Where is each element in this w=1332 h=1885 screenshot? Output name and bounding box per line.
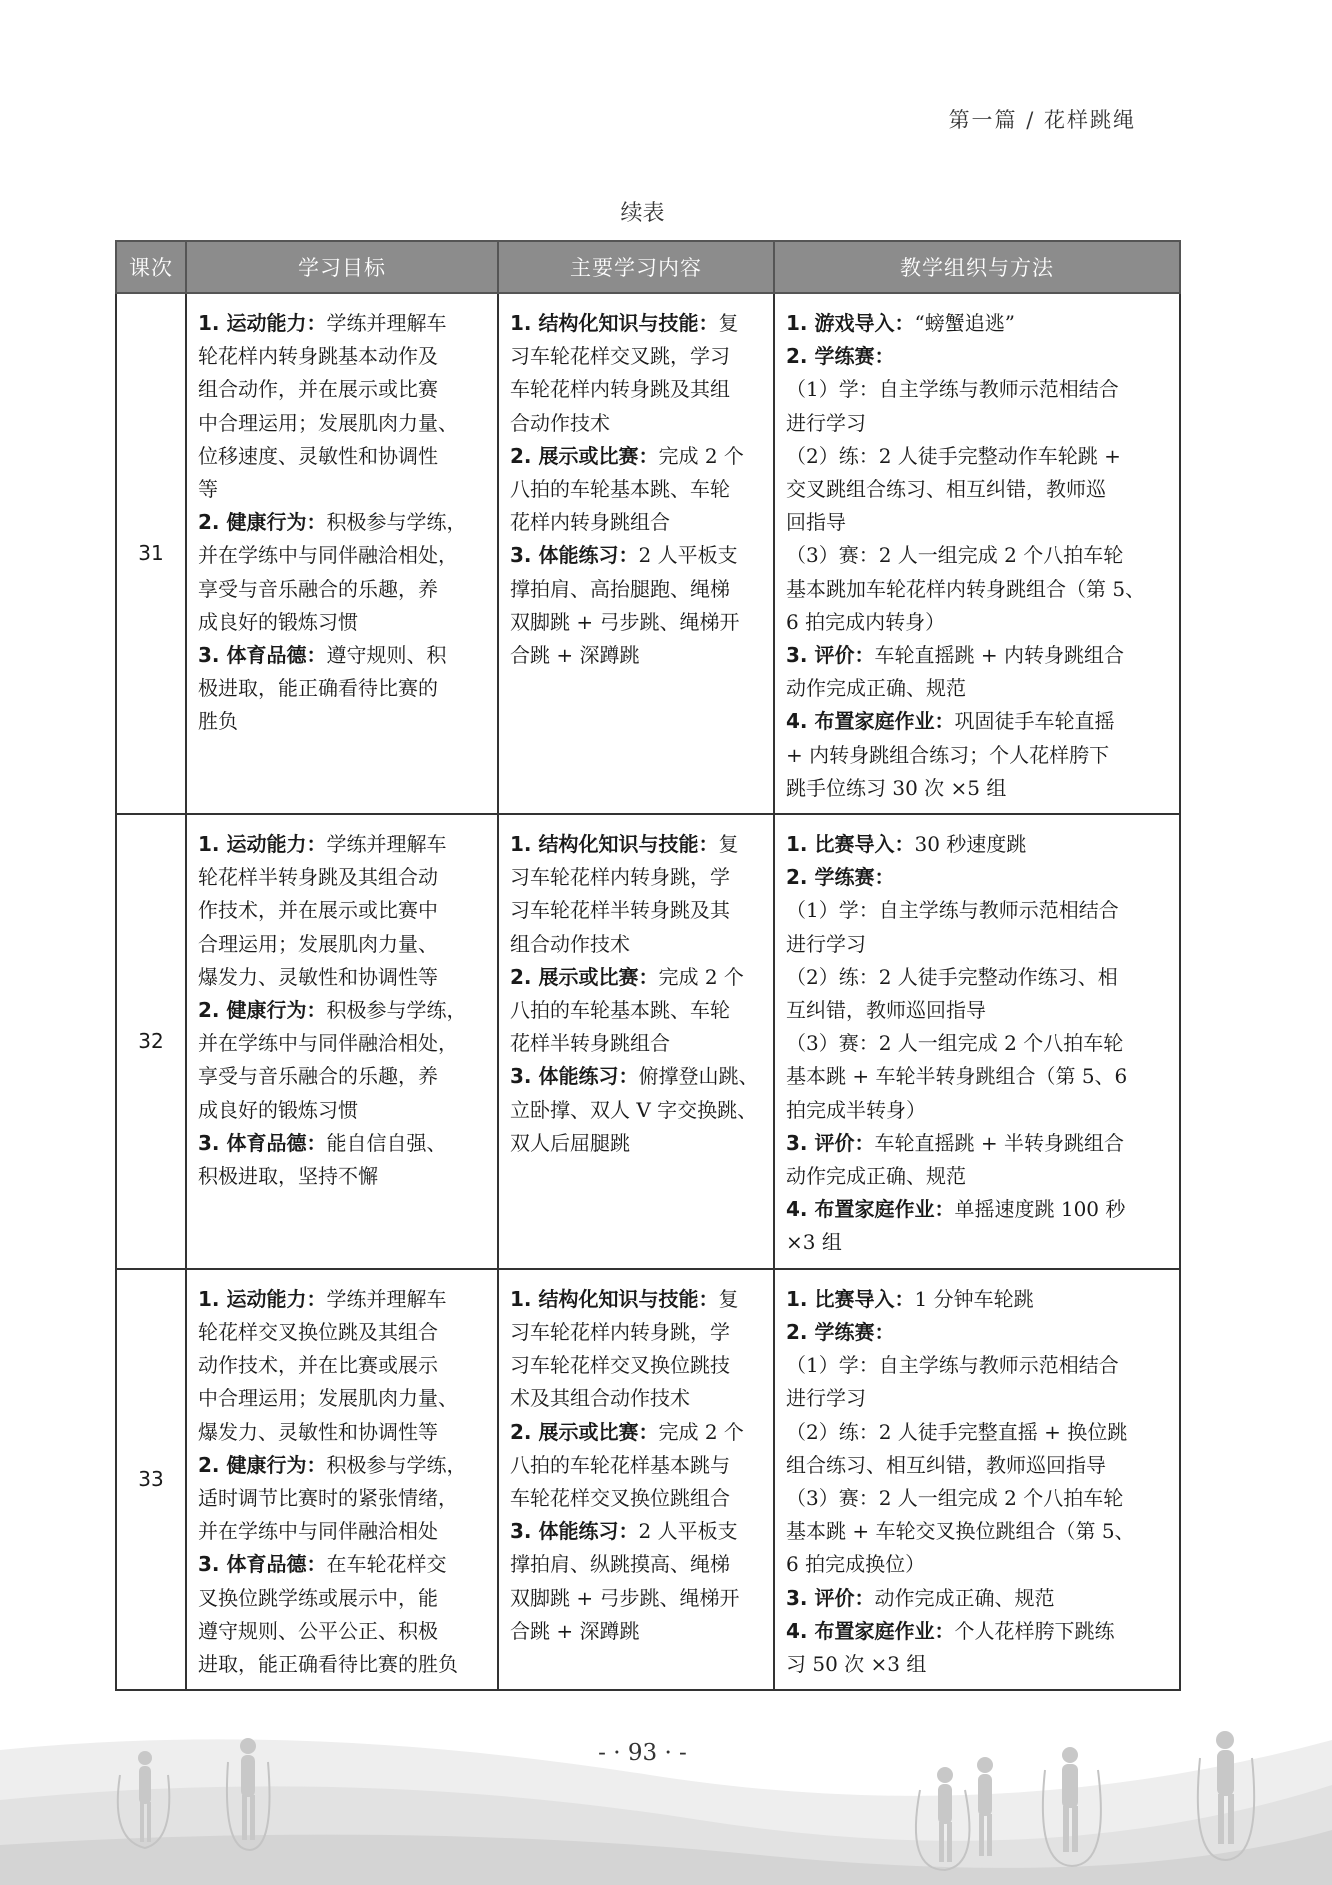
item-text: 进行学习	[786, 410, 866, 435]
item-text: 遵守规则、公平公正、积极	[198, 1618, 438, 1643]
item-label: 3. 体能练习：	[510, 1519, 639, 1544]
cell-line	[198, 1416, 489, 1449]
cell-line	[510, 928, 765, 961]
cell-line	[198, 1515, 489, 1548]
running-head: 第一篇 / 花样跳绳	[948, 108, 1136, 132]
item-label: 4. 布置家庭作业：	[786, 1618, 955, 1643]
item-text: 拍完成半转身）	[786, 1097, 926, 1122]
item-text: 完成 2 个	[658, 964, 744, 989]
item-text: 轮花样半转身跳及其组合动	[198, 865, 438, 890]
objectives-cell	[186, 1269, 498, 1690]
cell-line	[510, 1127, 765, 1160]
cell-line	[786, 539, 1171, 572]
item-label: 1. 比赛导入：	[786, 832, 915, 857]
item-text: 八拍的车轮基本跳、车轮	[510, 998, 730, 1023]
cell-line	[510, 828, 765, 861]
cell-line	[510, 1515, 765, 1548]
item-text: 作技术，并在展示或比赛中	[198, 898, 438, 923]
item-label: 3. 体育品德：	[198, 643, 327, 668]
cell-line	[198, 1349, 489, 1382]
item-label: 3. 体能练习：	[510, 543, 639, 568]
cell-line	[198, 1382, 489, 1415]
table-caption: 续表	[620, 201, 665, 226]
header-objectives: 学习目标	[186, 241, 498, 293]
item-text: 位移速度、灵敏性和协调性	[198, 443, 438, 468]
cell-line	[198, 672, 489, 705]
item-text: 习车轮花样半转身跳及其	[510, 898, 730, 923]
item-text: 合动作技术	[510, 410, 610, 435]
cell-line	[198, 1449, 489, 1482]
methods-cell	[774, 814, 1180, 1269]
cell-line	[786, 1449, 1171, 1482]
item-label: 4. 布置家庭作业：	[786, 1197, 955, 1222]
item-label: 2. 学练赛：	[786, 865, 895, 890]
cell-line	[786, 1582, 1171, 1615]
cell-line	[198, 473, 489, 506]
cell-line	[510, 1482, 765, 1515]
item-text: 并在学练中与同伴融洽相处，	[198, 543, 458, 568]
cell-line	[786, 1094, 1171, 1127]
item-text: 双脚跳 + 弓步跳、绳梯开	[510, 609, 740, 634]
cell-line	[510, 373, 765, 406]
cell-line	[510, 1060, 765, 1093]
item-text: 车轮直摇跳 + 半转身跳组合	[874, 1130, 1124, 1155]
item-text: 回指导	[786, 510, 846, 535]
cell-line	[510, 506, 765, 539]
item-text: 动作完成正确、规范	[786, 676, 966, 701]
cell-line	[786, 772, 1171, 805]
item-text: 双脚跳 + 弓步跳、绳梯开	[510, 1585, 740, 1610]
item-text: 互纠错，教师巡回指导	[786, 998, 986, 1023]
item-text: 车轮花样交叉换位跳组合	[510, 1485, 730, 1510]
cell-line	[198, 1094, 489, 1127]
cell-line	[786, 307, 1171, 340]
lesson-number: 32	[116, 814, 186, 1269]
cell-line	[786, 705, 1171, 738]
cell-line	[510, 1349, 765, 1382]
cell-line	[510, 1449, 765, 1482]
cell-line	[786, 1160, 1171, 1193]
item-text: 花样内转身跳组合	[510, 510, 670, 535]
cell-line	[198, 1127, 489, 1160]
item-text: 极进取，能正确看待比赛的	[198, 676, 438, 701]
item-text: 基本跳 + 车轮半转身跳组合（第 5、6	[786, 1064, 1128, 1089]
item-label: 3. 评价：	[786, 1130, 875, 1155]
item-text: 学练并理解车	[326, 1286, 447, 1311]
item-text: 习车轮花样内转身跳，学	[510, 865, 730, 890]
item-text: 遵守规则、积	[326, 643, 447, 668]
objectives-cell	[186, 293, 498, 814]
table-row	[116, 814, 1180, 1269]
cell-line	[786, 1382, 1171, 1415]
cell-line	[198, 373, 489, 406]
item-text: 并在学练中与同伴融洽相处，	[198, 1031, 458, 1056]
cell-line	[786, 473, 1171, 506]
item-text: 积极参与学练，	[326, 1452, 467, 1477]
cell-line	[198, 861, 489, 894]
item-text: 双人后屈腿跳	[510, 1130, 630, 1155]
cell-line	[786, 1482, 1171, 1515]
cell-line	[786, 1515, 1171, 1548]
cell-line	[786, 928, 1171, 961]
item-text: 完成 2 个	[658, 1419, 744, 1444]
cell-line	[198, 994, 489, 1027]
cell-line	[198, 1548, 489, 1581]
item-label: 2. 健康行为：	[198, 510, 327, 535]
cell-line	[198, 705, 489, 738]
cell-line	[786, 1316, 1171, 1349]
cell-line	[510, 1316, 765, 1349]
item-label: 2. 学练赛：	[786, 1319, 895, 1344]
cell-line	[510, 1615, 765, 1648]
item-text: 爆发力、灵敏性和协调性等	[198, 1419, 438, 1444]
item-text: 动作技术，并在比赛或展示	[198, 1353, 438, 1378]
item-text: 能自信自强、	[326, 1130, 447, 1155]
cell-line	[786, 894, 1171, 927]
cell-line	[198, 340, 489, 373]
cell-line	[786, 739, 1171, 772]
cell-line	[510, 1382, 765, 1415]
item-text: （3）赛：2 人一组完成 2 个八拍车轮	[786, 1031, 1124, 1056]
item-text: 八拍的车轮基本跳、车轮	[510, 477, 730, 502]
item-text: 轮花样交叉换位跳及其组合	[198, 1319, 438, 1344]
item-label: 2. 展示或比赛：	[510, 1419, 659, 1444]
item-text: “螃蟹追逃”	[914, 311, 1015, 335]
item-text: 进行学习	[786, 931, 866, 956]
item-text: 30 秒速度跳	[914, 832, 1027, 857]
item-text: 成良好的锻炼习惯	[198, 1097, 358, 1122]
cell-line	[198, 606, 489, 639]
header-methods: 教学组织与方法	[774, 241, 1180, 293]
cell-line	[510, 473, 765, 506]
content-cell	[498, 1269, 774, 1690]
item-text: 组合动作，并在展示或比赛	[198, 377, 438, 402]
item-label: 1. 运动能力：	[198, 311, 327, 335]
cell-line	[786, 672, 1171, 705]
lesson-plan-table	[115, 240, 1181, 1691]
item-label: 2. 展示或比赛：	[510, 964, 659, 989]
item-text: 适时调节比赛时的紧张情绪，	[198, 1485, 458, 1510]
item-label: 3. 评价：	[786, 643, 875, 668]
cell-line	[786, 606, 1171, 639]
item-text: 轮花样内转身跳基本动作及	[198, 344, 438, 369]
cell-line	[786, 1615, 1171, 1648]
methods-cell	[774, 293, 1180, 814]
item-label: 1. 结构化知识与技能：	[510, 1286, 719, 1311]
item-text: （1）学：自主学练与教师示范相结合	[786, 1353, 1119, 1378]
cell-line	[510, 573, 765, 606]
content-cell	[498, 814, 774, 1269]
cell-line	[198, 828, 489, 861]
item-label: 1. 结构化知识与技能：	[510, 311, 719, 335]
cell-line	[786, 1548, 1171, 1581]
cell-line	[786, 1193, 1171, 1226]
cell-line	[198, 1482, 489, 1515]
item-text: 复	[718, 832, 739, 857]
item-text: 合理运用；发展肌肉力量、	[198, 931, 438, 956]
decorative-jump-rope-silhouettes	[0, 1680, 1332, 1885]
cell-line	[198, 1027, 489, 1060]
item-text: 习 50 次 ×3 组	[786, 1651, 927, 1676]
item-text: 享受与音乐融合的乐趣，养	[198, 576, 438, 601]
lesson-number: 31	[116, 293, 186, 814]
item-text: 车轮直摇跳 + 内转身跳组合	[874, 643, 1124, 668]
item-text: 复	[718, 1286, 739, 1311]
lesson-number: 33	[116, 1269, 186, 1690]
item-label: 1. 比赛导入：	[786, 1286, 915, 1311]
item-text: 积极参与学练，	[326, 998, 467, 1023]
item-text: 进取，能正确看待比赛的胜负	[198, 1651, 458, 1676]
item-text: 动作完成正确、规范	[786, 1164, 966, 1189]
item-text: 积极进取，坚持不懈	[198, 1164, 378, 1189]
cell-line	[198, 1283, 489, 1316]
cell-line	[510, 407, 765, 440]
cell-line	[510, 1283, 765, 1316]
item-text: 习车轮花样内转身跳，学	[510, 1319, 730, 1344]
item-text: 学练并理解车	[326, 311, 447, 335]
item-text: 合跳 + 深蹲跳	[510, 1618, 640, 1643]
item-text: 中合理运用；发展肌肉力量、	[198, 1386, 458, 1411]
cell-line	[786, 506, 1171, 539]
cell-line	[198, 894, 489, 927]
cell-line	[786, 639, 1171, 672]
item-label: 2. 健康行为：	[198, 998, 327, 1023]
content-cell	[498, 293, 774, 814]
cell-line	[786, 1283, 1171, 1316]
cell-line	[510, 606, 765, 639]
cell-line	[786, 1416, 1171, 1449]
item-text: 完成 2 个	[658, 443, 744, 468]
item-text: 动作完成正确、规范	[874, 1585, 1055, 1610]
item-text: 花样半转身跳组合	[510, 1031, 670, 1056]
cell-line	[198, 506, 489, 539]
item-text: 车轮花样内转身跳及其组	[510, 377, 730, 402]
item-text: 俯撑登山跳、	[638, 1064, 759, 1089]
cell-line	[198, 1316, 489, 1349]
objectives-cell	[186, 814, 498, 1269]
item-text: 基本跳加车轮花样内转身跳组合（第 5、	[786, 576, 1146, 601]
cell-line	[510, 639, 765, 672]
cell-line	[510, 1548, 765, 1581]
cell-line	[786, 1027, 1171, 1060]
table-row	[116, 1269, 1180, 1690]
cell-line	[786, 373, 1171, 406]
item-text: 叉换位跳学练或展示中，能	[198, 1585, 438, 1610]
cell-line	[786, 994, 1171, 1027]
item-text: 等	[198, 477, 218, 502]
item-text: 基本跳 + 车轮交叉换位跳组合（第 5、	[786, 1519, 1135, 1544]
item-text: 立卧撑、双人 V 字交换跳、	[510, 1097, 758, 1122]
cell-line	[198, 928, 489, 961]
item-text: 习车轮花样交叉跳，学习	[510, 344, 730, 369]
item-text: （3）赛：2 人一组完成 2 个八拍车轮	[786, 1485, 1124, 1510]
cell-line	[786, 961, 1171, 994]
item-text: （3）赛：2 人一组完成 2 个八拍车轮	[786, 543, 1124, 568]
item-text: 交叉跳组合练习、相互纠错，教师巡	[786, 477, 1106, 502]
cell-line	[786, 1127, 1171, 1160]
cell-line	[198, 440, 489, 473]
cell-line	[510, 1582, 765, 1615]
table-header-row	[116, 241, 1180, 293]
cell-line	[510, 1094, 765, 1127]
item-text: 中合理运用；发展肌肉力量、	[198, 410, 458, 435]
item-text: 跳手位练习 30 次 ×5 组	[786, 775, 1007, 800]
cell-line	[198, 573, 489, 606]
cell-line	[786, 828, 1171, 861]
item-text: 6 拍完成换位）	[786, 1552, 926, 1577]
cell-line	[786, 1060, 1171, 1093]
item-text: 胜负	[198, 709, 238, 734]
item-text: 在车轮花样交	[326, 1552, 447, 1577]
item-text: 进行学习	[786, 1386, 866, 1411]
item-text: 复	[718, 311, 739, 335]
item-text: （2）练：2 人徒手完整直摇 + 换位跳	[786, 1419, 1128, 1444]
item-label: 2. 展示或比赛：	[510, 443, 659, 468]
item-text: 积极参与学练，	[326, 510, 467, 535]
item-label: 1. 运动能力：	[198, 1286, 327, 1311]
header-content: 主要学习内容	[498, 241, 774, 293]
item-text: （1）学：自主学练与教师示范相结合	[786, 898, 1119, 923]
item-label: 1. 运动能力：	[198, 832, 327, 857]
cell-line	[510, 307, 765, 340]
page-number: - · 93 · -	[598, 1740, 687, 1766]
cell-line	[510, 994, 765, 1027]
item-text: 2 人平板支	[638, 1519, 738, 1544]
cell-line	[198, 307, 489, 340]
cell-line	[510, 1416, 765, 1449]
item-label: 2. 学练赛：	[786, 344, 895, 369]
item-text: 享受与音乐融合的乐趣，养	[198, 1064, 438, 1089]
cell-line	[198, 1648, 489, 1681]
cell-line	[198, 407, 489, 440]
item-label: 3. 体育品德：	[198, 1552, 327, 1577]
item-text: 2 人平板支	[638, 543, 738, 568]
cell-line	[510, 894, 765, 927]
item-label: 1. 游戏导入：	[786, 311, 915, 335]
item-text: 组合动作技术	[510, 931, 630, 956]
cell-line	[198, 539, 489, 572]
item-text: 组合练习、相互纠错，教师巡回指导	[786, 1452, 1106, 1477]
item-text: （2）练：2 人徒手完整动作练习、相	[786, 964, 1118, 989]
cell-line	[786, 1226, 1171, 1259]
item-text: 习车轮花样交叉换位跳技	[510, 1353, 730, 1378]
cell-line	[510, 440, 765, 473]
methods-cell	[774, 1269, 1180, 1690]
item-label: 4. 布置家庭作业：	[786, 709, 955, 734]
item-text: 撑拍肩、高抬腿跑、绳梯	[510, 576, 730, 601]
item-text: + 内转身跳组合练习；个人花样胯下	[786, 742, 1110, 767]
cell-line	[510, 1027, 765, 1060]
cell-line	[786, 1349, 1171, 1382]
cell-line	[786, 340, 1171, 373]
cell-line	[198, 961, 489, 994]
cell-line	[198, 1160, 489, 1193]
item-text: 学练并理解车	[326, 832, 447, 857]
cell-line	[198, 1060, 489, 1093]
item-text: 1 分钟车轮跳	[914, 1286, 1034, 1311]
item-label: 3. 体能练习：	[510, 1064, 639, 1089]
cell-line	[510, 539, 765, 572]
cell-line	[198, 1615, 489, 1648]
item-text: 成良好的锻炼习惯	[198, 609, 358, 634]
item-text: 爆发力、灵敏性和协调性等	[198, 964, 438, 989]
item-text: （1）学：自主学练与教师示范相结合	[786, 377, 1119, 402]
table-row	[116, 293, 1180, 814]
item-text: 合跳 + 深蹲跳	[510, 643, 640, 668]
item-label: 3. 评价：	[786, 1585, 875, 1610]
item-label: 2. 健康行为：	[198, 1452, 327, 1477]
cell-line	[786, 1648, 1171, 1681]
item-label: 1. 结构化知识与技能：	[510, 832, 719, 857]
item-text: 八拍的车轮花样基本跳与	[510, 1452, 730, 1477]
cell-line	[786, 440, 1171, 473]
item-text: 个人花样胯下跳练	[954, 1618, 1115, 1643]
item-text: 巩固徒手车轮直摇	[954, 709, 1115, 734]
item-text: ×3 组	[786, 1230, 842, 1255]
cell-line	[510, 340, 765, 373]
cell-line	[786, 861, 1171, 894]
item-text: （2）练：2 人徒手完整动作车轮跳 +	[786, 443, 1121, 468]
item-text: 撑拍肩、纵跳摸高、绳梯	[510, 1552, 730, 1577]
cell-line	[786, 407, 1171, 440]
header-lesson: 课次	[116, 241, 186, 293]
item-label: 3. 体育品德：	[198, 1130, 327, 1155]
item-text: 6 拍完成内转身）	[786, 609, 946, 634]
cell-line	[786, 573, 1171, 606]
item-text: 单摇速度跳 100 秒	[954, 1197, 1126, 1222]
cell-line	[510, 961, 765, 994]
cell-line	[198, 1582, 489, 1615]
cell-line	[198, 639, 489, 672]
cell-line	[510, 861, 765, 894]
item-text: 术及其组合动作技术	[510, 1386, 690, 1411]
item-text: 并在学练中与同伴融洽相处	[198, 1519, 438, 1544]
